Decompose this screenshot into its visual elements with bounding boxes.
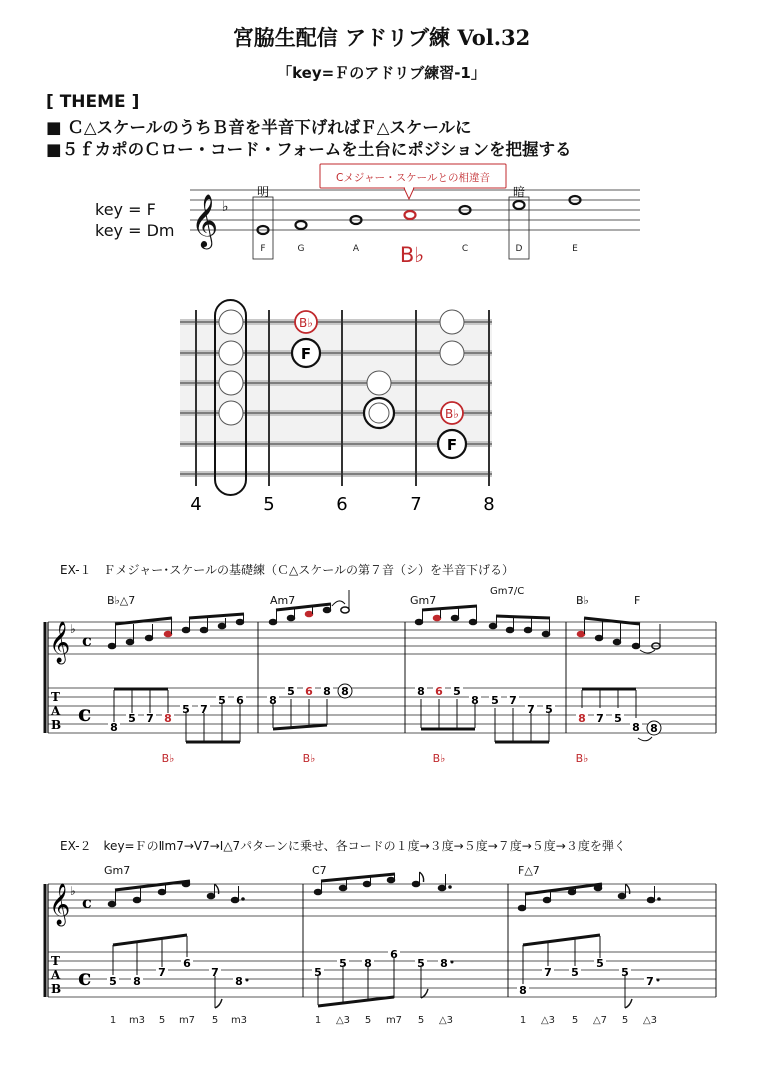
fret-number: 6: [336, 494, 348, 515]
fret-number: 8: [483, 494, 495, 515]
tab-number: 5: [545, 703, 553, 716]
fret-dot: [219, 401, 243, 425]
tab-clef: [50, 954, 61, 996]
fret-number: 5: [263, 494, 275, 515]
bright-label: 明: [256, 185, 270, 199]
tab-number: 5: [218, 694, 226, 707]
degree-label: 1: [519, 1015, 527, 1026]
tab-number: 7: [527, 703, 535, 716]
fret-dot: [219, 310, 243, 334]
note-name: G: [297, 244, 305, 254]
degree-label: 5: [621, 1015, 629, 1026]
tab-number: 6: [183, 957, 191, 970]
tab-number: 8: [519, 984, 527, 997]
fretboard: [180, 310, 492, 486]
page-title: 宮脇生配信 アドリブ練 Vol.32: [232, 25, 531, 50]
svg-text:T: T: [51, 954, 60, 968]
tab-number: 5: [571, 966, 579, 979]
bflat-label: B♭: [299, 316, 313, 330]
scale-note-bflat: [405, 211, 416, 219]
tab-number: 5: [621, 966, 629, 979]
ex1-title: EX-１ Ｆメジャー･スケールの基礎練（Ｃ△スケールの第７音（シ）を半音下げる）: [60, 563, 515, 577]
tab-time-signature: c: [78, 965, 92, 991]
tab-number: 7: [146, 712, 154, 725]
theme-heading: [ THEME ]: [46, 92, 140, 112]
fret-dot: [219, 371, 243, 395]
degree-label: 5: [571, 1015, 579, 1026]
tab-number: 8: [341, 685, 349, 698]
chord-symbol: F: [634, 594, 641, 607]
fret-dot: [440, 341, 464, 365]
page-subtitle: 「key=Ｆのアドリブ練習-1」: [277, 64, 486, 82]
ex1-system: [45, 586, 716, 765]
degree-label: 1: [314, 1015, 322, 1026]
tab-number: 8: [578, 712, 586, 725]
tab-number: 7: [596, 712, 604, 725]
tab-number: 6: [435, 685, 443, 698]
note-name: A: [352, 244, 360, 254]
treble-clef-icon: 𝄞: [191, 193, 219, 247]
tab-number: 7: [200, 703, 208, 716]
degree-label: △3: [438, 1015, 454, 1026]
chord-symbol: F△7: [518, 864, 540, 877]
degree-label: 5: [364, 1015, 372, 1026]
fret-dot: [440, 310, 464, 334]
tab-number: 8: [133, 975, 141, 988]
ex2-tab-numbers: [107, 948, 660, 997]
degree-label: △3: [540, 1015, 556, 1026]
degree-label: 5: [417, 1015, 425, 1026]
svg-text:A: A: [51, 704, 61, 718]
tab-time-signature: c: [78, 701, 92, 727]
tab-number: 8: [364, 957, 372, 970]
degree-label: m7: [385, 1015, 403, 1026]
scale-notes: [258, 196, 581, 234]
svg-text:B: B: [51, 718, 62, 732]
tab-number: 7: [646, 975, 654, 988]
note-name-labels: [260, 243, 578, 267]
tab-number: 5: [339, 957, 347, 970]
ex2-system: [45, 864, 716, 1026]
theme-line: ■５ｆカポのＣロー・コード・フォームを土台にポジションを把握する: [46, 140, 572, 159]
svg-text:A: A: [51, 968, 61, 982]
tab-number: 8: [440, 957, 448, 970]
tab-number: 5: [596, 957, 604, 970]
tab-number: 8: [417, 685, 425, 698]
fret-dot: [219, 341, 243, 365]
fret-dot: [369, 403, 389, 423]
root-f-label: F: [446, 436, 458, 454]
degree-label: 5: [211, 1015, 219, 1026]
flat-mark: B♭: [575, 752, 589, 765]
flat-key-signature-icon: ♭: [70, 884, 76, 898]
degree-label: △3: [642, 1015, 658, 1026]
tab-number: 6: [390, 948, 398, 961]
tab-number: 8: [269, 694, 277, 707]
svg-text:B: B: [51, 982, 62, 996]
note-name: C: [461, 244, 469, 254]
callout-pointer: [404, 188, 414, 199]
fret-dot: [367, 371, 391, 395]
degree-label: 1: [109, 1015, 117, 1026]
fret-numbers: [190, 494, 494, 515]
scale-note: [514, 201, 525, 209]
tab-number: 5: [614, 712, 622, 725]
theme-line: ■ Ｃ△スケールのうちＢ音を半音下げればＦ△スケールに: [46, 118, 472, 137]
bflat-label: B♭: [445, 407, 459, 421]
chord-symbol: B♭△7: [107, 594, 136, 607]
tab-number: 5: [417, 957, 425, 970]
tab-number: 7: [544, 966, 552, 979]
degree-label: m7: [178, 1015, 196, 1026]
dark-label: 暗: [512, 185, 526, 199]
degree-label: △3: [335, 1015, 351, 1026]
scale-note: [296, 221, 307, 229]
tab-number: 5: [182, 703, 190, 716]
tab-clef: [50, 690, 61, 732]
flat-key-signature-icon: ♭: [70, 622, 76, 636]
root-f-label: F: [300, 345, 312, 363]
callout-text: Cメジャー・スケールとの相違音: [336, 172, 490, 184]
degree-label: △7: [592, 1015, 608, 1026]
tab-number: 5: [128, 712, 136, 725]
time-signature: c: [82, 893, 92, 912]
tab-number: 6: [236, 694, 244, 707]
tab-number: 5: [491, 694, 499, 707]
fret-number: 7: [410, 494, 422, 515]
tab-number: 8: [632, 721, 640, 734]
tab-number: 5: [453, 685, 461, 698]
chord-symbol: Gm7: [410, 594, 437, 607]
key-label: key = F: [95, 200, 156, 219]
svg-text:T: T: [51, 690, 60, 704]
chord-symbol: Am7: [270, 594, 296, 607]
chord-symbol: C7: [312, 864, 327, 877]
ex2-title: EX-２ key=ＦのⅡm7→Ⅴ7→Ⅰ△7パターンに乗せ、各コードの１度→３度→５度→７度→５度→３度を弾く: [60, 839, 626, 853]
note-name: F: [260, 244, 266, 254]
flat-mark: B♭: [302, 752, 316, 765]
flat-mark: B♭: [161, 752, 175, 765]
note-name-bflat: B♭: [399, 243, 425, 267]
tab-number: 8: [110, 721, 118, 734]
ex1-flat-marks: [162, 752, 589, 765]
tab-number: 8: [650, 722, 658, 735]
chord-symbol: Gm7: [104, 864, 131, 877]
note-name: D: [515, 244, 523, 254]
degree-label: 5: [158, 1015, 166, 1026]
treble-clef-icon: 𝄞: [49, 884, 71, 925]
tab-number: 7: [158, 966, 166, 979]
tab-number: 5: [287, 685, 295, 698]
tab-number: 8: [471, 694, 479, 707]
flat-mark: B♭: [432, 752, 446, 765]
tab-number: 5: [109, 975, 117, 988]
time-signature: c: [82, 631, 92, 650]
ex2-degree-labels: [110, 1015, 657, 1026]
tab-number: 7: [509, 694, 517, 707]
fret-number: 4: [190, 494, 202, 515]
degree-label: m3: [230, 1015, 248, 1026]
chord-symbol: Gm7/C: [490, 586, 525, 597]
tab-number: 5: [314, 966, 322, 979]
treble-clef-icon: 𝄞: [49, 622, 71, 663]
tab-number: 7: [211, 966, 219, 979]
note-name: E: [572, 244, 578, 254]
key-label: key = Dm: [95, 221, 175, 240]
degree-label: m3: [128, 1015, 146, 1026]
ex1-tab-numbers: [108, 684, 661, 735]
tab-number: 8: [235, 975, 243, 988]
chord-symbol: B♭: [576, 594, 589, 607]
tab-number: 6: [305, 685, 313, 698]
tab-number: 8: [164, 712, 172, 725]
tab-number: 8: [323, 685, 331, 698]
flat-key-signature-icon: ♭: [222, 199, 229, 215]
